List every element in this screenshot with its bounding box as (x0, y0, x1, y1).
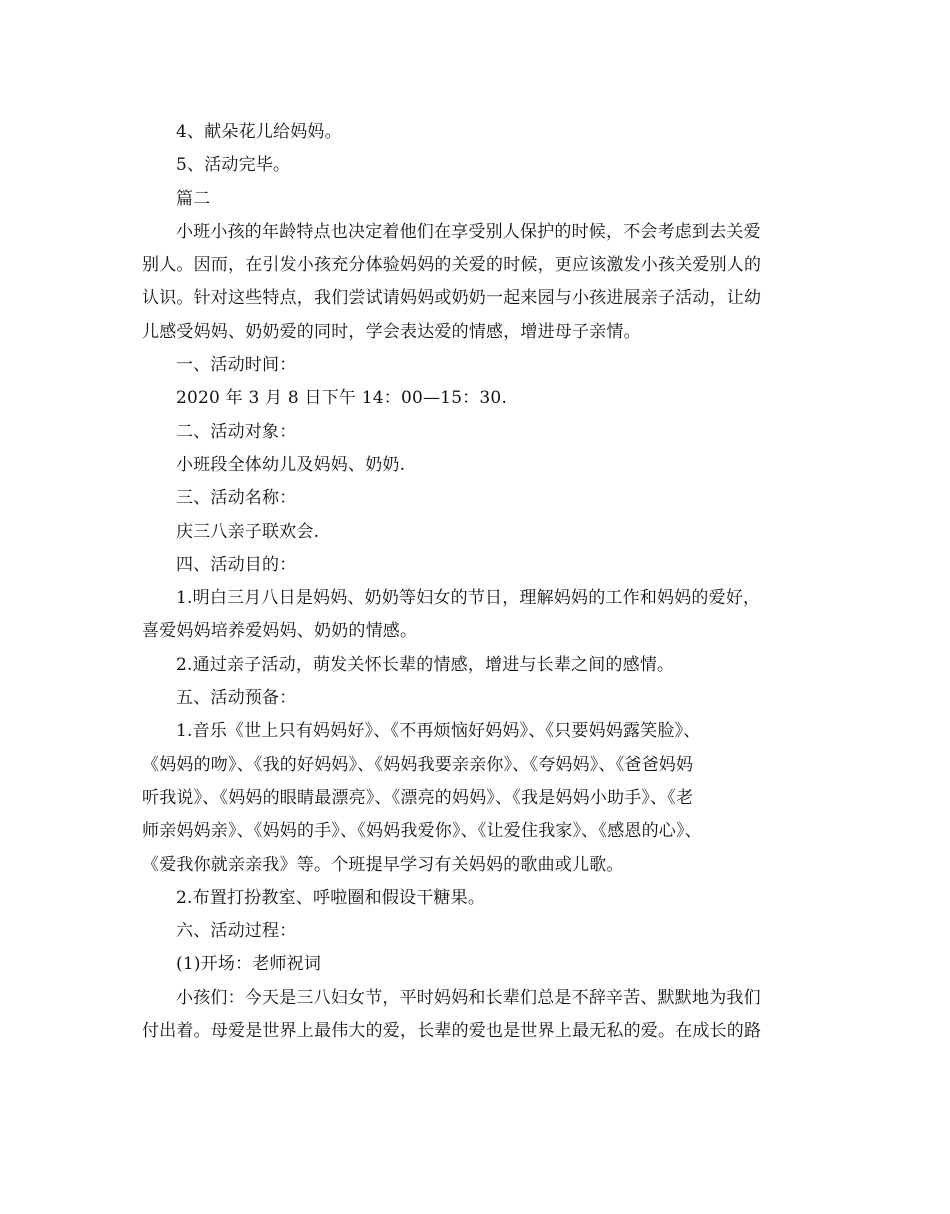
text-line: (1)开场：老师祝词 (176, 954, 322, 975)
text-line: 小孩们：今天是三八妇女节，平时妈妈和长辈们总是不辞辛苦、默默地为我们 (176, 987, 761, 1008)
section-heading: 二、活动对象： (176, 421, 297, 442)
text-line: 小班小孩的年龄特点也决定着他们在享受别人保护的时候，不会考虑到去关爱 (176, 221, 761, 242)
text-line: 小班段全体幼儿及妈妈、奶奶. (176, 454, 406, 475)
text-line: 付出着。母爱是世界上最伟大的爱，长辈的爱也是世界上最无私的爱。在成长的路 (142, 1021, 762, 1042)
text-line: 2.布置打扮教室、呼啦圈和假设干糖果。 (176, 887, 486, 908)
text-line: 2.通过亲子活动，萌发关怀长辈的情感，增进与长辈之间的感情。 (176, 654, 675, 675)
text-line: 1.明白三月八日是妈妈、奶奶等妇女的节日，理解妈妈的工作和妈妈的爱好， (176, 588, 761, 609)
text-line: 《妈妈的吻》、《我的好妈妈》、《妈妈我要亲亲你》、《夸妈妈》、《爸爸妈妈 (142, 754, 694, 775)
section-heading: 五、活动预备： (176, 688, 297, 709)
text-line: 认识。针对这些特点，我们尝试请妈妈或奶奶一起来园与小孩进展亲子活动，让幼 (142, 288, 762, 309)
section-heading: 四、活动目的： (176, 554, 297, 575)
text-line: 2020 年 3 月 8 日下午 14：00—15：30. (176, 388, 508, 409)
text-line: 庆三八亲子联欢会. (176, 521, 320, 542)
document-body (142, 116, 812, 1048)
section-heading: 篇二 (176, 188, 211, 209)
text-line: 师亲妈妈亲》、《妈妈的手》、《妈妈我爱你》、《让爱住我家》、《感恩的心》、 (142, 821, 702, 842)
text-line: 儿感受妈妈、奶奶爱的同时，学会表达爱的情感，增进母子亲情。 (142, 321, 641, 342)
text-line: 喜爱妈妈培养爱妈妈、奶奶的情感。 (142, 621, 418, 642)
text-line: 听我说》、《妈妈的眼睛最漂亮》、《漂亮的妈妈》、《我是妈妈小助手》、《老 (142, 787, 694, 808)
text-line: 《爱我你就亲亲我》等。个班提早学习有关妈妈的歌曲或儿歌。 (142, 854, 624, 875)
text-line: 1.音乐《世上只有妈妈好》、《不再烦恼好妈妈》、《只要妈妈露笑脸》、 (176, 721, 701, 742)
section-heading: 三、活动名称： (176, 488, 297, 509)
text-line: 5、活动完毕。 (176, 155, 291, 176)
section-heading: 一、活动时间： (176, 355, 297, 376)
text-line: 4、献朵花儿给妈妈。 (176, 122, 342, 142)
text-line: 别人。因而，在引发小孩充分体验妈妈的关爱的时候，更应该激发小孩关爱别人的 (142, 255, 762, 276)
section-heading: 六、活动过程： (176, 921, 297, 942)
